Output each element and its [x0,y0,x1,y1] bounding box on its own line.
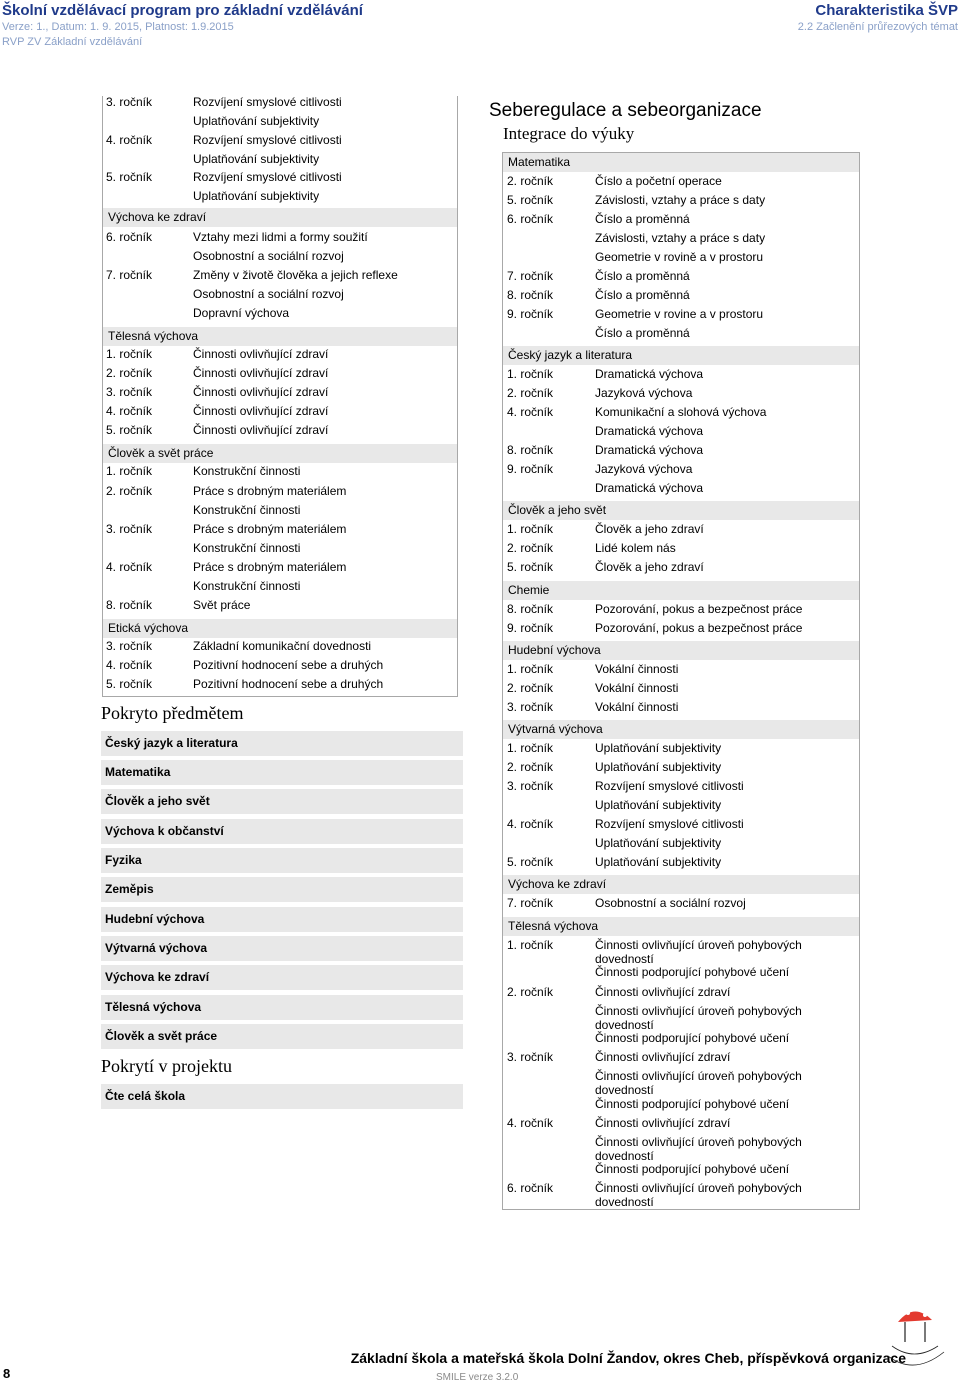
topic-label: Činnosti ovlivňující úroveň pohybových [595,1135,802,1149]
grade-label: 3. ročník [106,639,153,653]
grade-label: 1. ročník [507,741,554,755]
grade-label: 3. ročník [106,522,153,536]
covered-subject: Výchova k občanství [101,819,463,844]
grade-label: 3. ročník [507,779,554,793]
topic-label: Činnosti podporující pohybové učení [595,1031,790,1045]
grade-label: 5. ročník [106,677,153,691]
topic-label: dovedností [595,1195,654,1209]
grade-label: 4. ročník [507,817,554,831]
grade-label: 1. ročník [507,522,554,536]
grade-label: 8. ročník [106,598,153,612]
covered-subject: Hudební výchova [101,907,463,932]
subject-header: Člověk a jeho svět [503,501,859,520]
logo-dot [906,1311,910,1315]
topic-label: Uplatňování subjektivity [595,836,722,850]
grade-label: 7. ročník [507,896,554,910]
grade-label: 6. ročník [507,212,554,226]
grade-label: 4. ročník [106,133,153,147]
topic-label: dovedností [595,1083,654,1097]
topic-label: Uplatňování subjektivity [193,189,320,203]
topic-label: Člověk a jeho zdraví [595,560,704,574]
topic-label: Svět práce [193,598,251,612]
topic-label: Číslo a početní operace [595,174,722,188]
covered-heading: Pokryto předmětem [101,703,244,723]
subject-header: Hudební výchova [503,641,859,660]
topic-label: Činnosti ovlivňující zdraví [595,1050,731,1064]
covered-subject: Český jazyk a literatura [101,731,463,756]
topic-label: Osobnostní a sociální rozvoj [595,896,746,910]
topic-label: Pozorování, pokus a bezpečnost práce [595,602,803,616]
topic-label: Činnosti ovlivňující úroveň pohybových [595,1004,802,1018]
page-header [0,0,960,60]
covered-subject: Zeměpis [101,877,463,902]
grade-label: 4. ročník [106,404,153,418]
topic-label: Činnosti ovlivňující zdraví [193,385,329,399]
topic-label: Konstrukční činnosti [193,503,301,517]
covered-subject: Fyzika [101,848,463,873]
subject-header: Tělesná výchova [103,327,457,346]
subject-header: Český jazyk a literatura [503,346,859,365]
topic-label: dovedností [595,952,654,966]
covered-subject: Výtvarná výchova [101,936,463,961]
grade-label: 1. ročník [507,662,554,676]
grade-label: 3. ročník [106,95,153,109]
topic-label: Uplatňování subjektivity [595,798,722,812]
subject-header: Výchova ke zdraví [103,208,457,227]
topic-label: Uplatňování subjektivity [595,760,722,774]
grade-label: 2. ročník [106,484,153,498]
covered-subject: Člověk a jeho svět [101,789,463,814]
topic-label: Lidé kolem nás [595,541,676,555]
grade-label: 4. ročník [106,658,153,672]
topic-label: Osobnostní a sociální rozvoj [193,249,344,263]
chapter-subtitle: 2.2 Začlenění průřezových témat [797,21,958,33]
topic-label: Geometrie v rovině a v prostoru [595,250,764,264]
topic-label: Uplatňování subjektivity [595,741,722,755]
grade-label: 4. ročník [507,405,554,419]
topic-label: Rozvíjení smyslové citlivosti [595,817,744,831]
grade-label: 5. ročník [106,170,153,184]
grade-label: 2. ročník [507,985,554,999]
topic-label: Závislosti, vztahy a práce s daty [595,193,766,207]
integration-subheading: Integrace do výuky [503,124,635,143]
page-number: 8 [3,1366,11,1381]
logo-roof [898,1311,932,1322]
logo-dot [923,1313,927,1317]
grade-label: 7. ročník [106,268,153,282]
topic-label: Činnosti ovlivňující úroveň pohybových [595,938,802,952]
topic-label: Jazyková výchova [595,462,693,476]
grade-label: 2. ročník [106,366,153,380]
subject-header: Matematika [503,153,859,172]
topic-label: Geometrie v rovine a v prostoru [595,307,764,321]
project-item: Čte celá škola [101,1084,463,1109]
covered-subject: Člověk a svět práce [101,1024,463,1049]
topic-label: Činnosti ovlivňující zdraví [193,347,329,361]
grade-label: 1. ročník [106,347,153,361]
school-logo-icon [874,1296,956,1382]
topic-label: dovedností [595,1149,654,1163]
version-line: Verze: 1., Datum: 1. 9. 2015, Platnost: 1.9.2015 [2,21,234,33]
topic-label: Práce s drobným materiálem [193,484,347,498]
grade-label: 8. ročník [507,602,554,616]
grade-label: 9. ročník [507,621,554,635]
topic-label: Vokální činnosti [595,681,679,695]
topic-label: Komunikační a slohová výchova [595,405,767,419]
grade-label: 3. ročník [507,1050,554,1064]
grade-label: 4. ročník [507,1116,554,1130]
topic-label: Činnosti ovlivňující zdraví [595,985,731,999]
subject-header: Výtvarná výchova [503,720,859,739]
subject-header: Člověk a svět práce [103,444,457,463]
grade-label: 7. ročník [507,269,554,283]
topic-label: Činnosti ovlivňující zdraví [193,366,329,380]
topic-label: Rozvíjení smyslové citlivosti [193,95,342,109]
topic-label: Činnosti podporující pohybové učení [595,1162,790,1176]
subject-header: Tělesná výchova [503,917,859,936]
topic-label: Dramatická výchova [595,443,704,457]
subject-header: Chemie [503,581,859,600]
grade-label: 2. ročník [507,541,554,555]
topic-label: Konstrukční činnosti [193,541,301,555]
theme-heading: Seberegulace a sebeorganizace [489,100,762,121]
grade-label: 2. ročník [507,760,554,774]
topic-label: Pozorování, pokus a bezpečnost práce [595,621,803,635]
software-version: SMILE verze 3.2.0 [436,1372,519,1383]
rvp-line: RVP ZV Základní vzdělávání [2,36,143,48]
topic-label: Číslo a proměnná [595,269,690,283]
topic-label: Číslo a proměnná [595,326,690,340]
grade-label: 5. ročník [507,855,554,869]
topic-label: Činnosti ovlivňující zdraví [193,404,329,418]
grade-label: 2. ročník [507,681,554,695]
covered-subject: Tělesná výchova [101,995,463,1020]
topic-label: Uplatňování subjektivity [595,855,722,869]
topic-label: Číslo a proměnná [595,212,690,226]
grade-label: 6. ročník [106,230,153,244]
grade-label: 5. ročník [507,193,554,207]
topic-label: Osobnostní a sociální rozvoj [193,287,344,301]
topic-label: Činnosti podporující pohybové učení [595,965,790,979]
topic-label: Činnosti ovlivňující úroveň pohybových [595,1181,802,1195]
topic-label: Rozvíjení smyslové citlivosti [193,170,342,184]
subject-header: Výchova ke zdraví [503,875,859,894]
topic-label: Dopravní výchova [193,306,290,320]
grade-label: 1. ročník [507,367,554,381]
topic-label: Vokální činnosti [595,662,679,676]
topic-label: Dramatická výchova [595,481,704,495]
grade-label: 1. ročník [507,938,554,952]
topic-label: Činnosti ovlivňující úroveň pohybových [595,1069,802,1083]
topic-label: Konstrukční činnosti [193,579,301,593]
topic-label: Uplatňování subjektivity [193,152,320,166]
topic-label: Dramatická výchova [595,367,704,381]
topic-label: Pozitivní hodnocení sebe a druhých [193,658,384,672]
topic-label: dovedností [595,1018,654,1032]
grade-label: 3. ročník [507,700,554,714]
grade-label: 6. ročník [507,1181,554,1195]
project-heading: Pokrytí v projektu [101,1056,232,1076]
chapter-title: Charakteristika ŠVP [815,2,958,19]
topic-label: Rozvíjení smyslové citlivosti [595,779,744,793]
topic-label: Jazyková výchova [595,386,693,400]
grade-label: 1. ročník [106,464,153,478]
topic-label: Uplatňování subjektivity [193,114,320,128]
topic-label: Člověk a jeho zdraví [595,522,704,536]
topic-label: Základní komunikační dovednosti [193,639,372,653]
topic-label: Číslo a proměnná [595,288,690,302]
topic-label: Vokální činnosti [595,700,679,714]
subject-header: Etická výchova [103,619,457,638]
grade-label: 9. ročník [507,462,554,476]
grade-label: 5. ročník [507,560,554,574]
school-name: Základní škola a mateřská škola Dolní Žandov, okres Cheb, příspěvková organizace [350,1350,906,1366]
topic-label: Práce s drobným materiálem [193,560,347,574]
grade-label: 5. ročník [106,423,153,437]
topic-label: Pozitivní hodnocení sebe a druhých [193,677,384,691]
grade-label: 3. ročník [106,385,153,399]
topic-label: Vztahy mezi lidmi a formy soužití [193,230,368,244]
covered-subject: Výchova ke zdraví [101,965,463,990]
grade-label: 9. ročník [507,307,554,321]
grade-label: 2. ročník [507,386,554,400]
document-title: Školní vzdělávací program pro základní vzdělávání [2,2,363,19]
grade-label: 8. ročník [507,288,554,302]
topic-label: Činnosti ovlivňující zdraví [595,1116,731,1130]
topic-label: Závislosti, vztahy a práce s daty [595,231,766,245]
covered-subject: Matematika [101,760,463,785]
topic-label: Činnosti ovlivňující zdraví [193,423,329,437]
topic-label: Rozvíjení smyslové citlivosti [193,133,342,147]
topic-label: Změny v životě člověka a jejich reflexe [193,268,398,282]
topic-label: Činnosti podporující pohybové učení [595,1097,790,1111]
topic-label: Konstrukční činnosti [193,464,301,478]
grade-label: 4. ročník [106,560,153,574]
grade-label: 2. ročník [507,174,554,188]
logo-arc [892,1346,938,1354]
logo-dot [916,1307,920,1311]
topic-label: Práce s drobným materiálem [193,522,347,536]
topic-label: Dramatická výchova [595,424,704,438]
grade-label: 8. ročník [507,443,554,457]
